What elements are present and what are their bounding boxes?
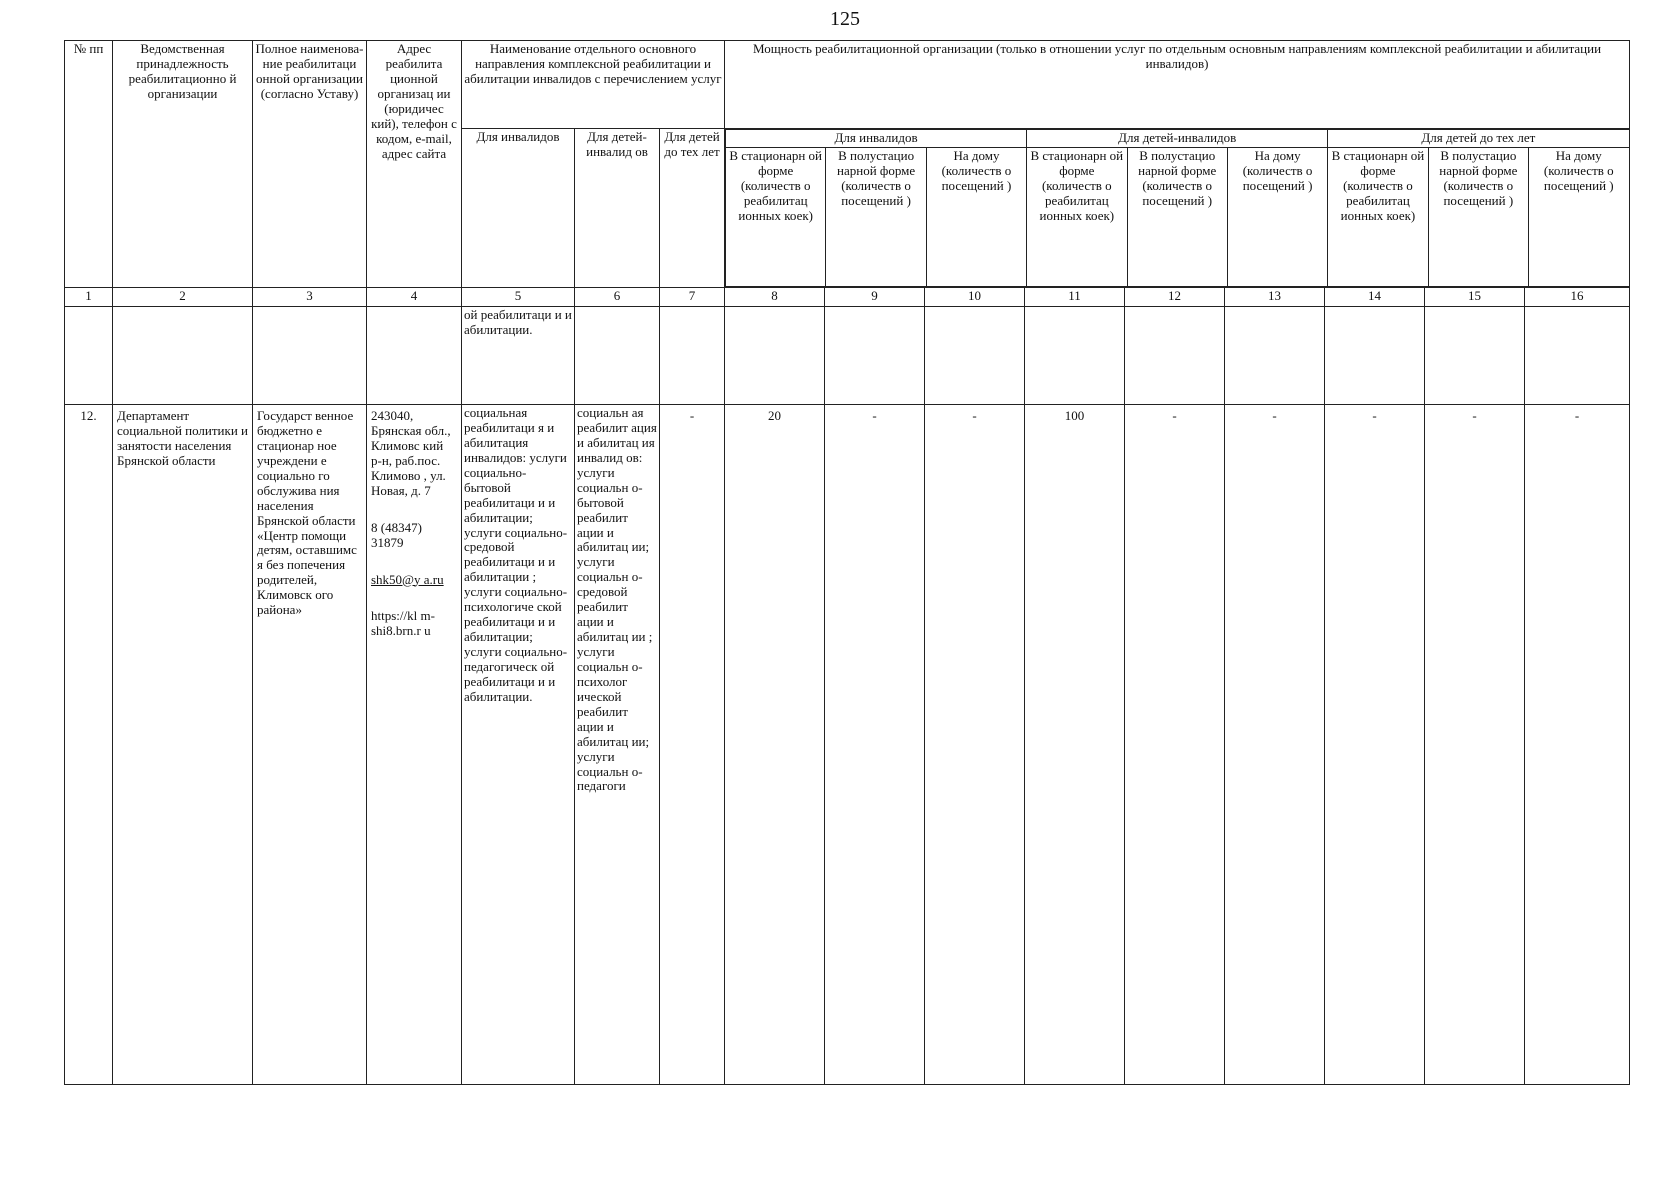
rehab-organizations-table [64, 40, 1630, 1085]
header-semistationary-children-3: В полустацио нарной форме (количеств о посещений ) [1428, 148, 1528, 287]
column-number: 2 [113, 288, 253, 307]
row-address-cell [367, 405, 462, 1085]
header-services-disabled: Для инвалидов [462, 129, 575, 288]
subheader-children-disabled: Для детей-инвалидов [1027, 130, 1328, 148]
row-department: Департамент социальной политики и занятости населения Брянской области [113, 405, 253, 1085]
row-col13: - [1225, 405, 1325, 1085]
column-number: 4 [367, 288, 462, 307]
column-number: 11 [1025, 288, 1125, 307]
row-email-link[interactable]: shk50@y a.ru [371, 571, 444, 587]
continuation-row [65, 307, 1630, 405]
header-services-children-disabled: Для детей-инвалид ов [575, 129, 660, 288]
column-number: 5 [462, 288, 575, 307]
column-number: 3 [253, 288, 367, 307]
column-number: 12 [1125, 288, 1225, 307]
column-number: 10 [925, 288, 1025, 307]
column-number: 15 [1425, 288, 1525, 307]
header-home-disabled: На дому (количеств о посещений ) [926, 148, 1026, 287]
capacity-subheaders [725, 129, 1630, 288]
header-stationary-children-3: В стационарн ой форме (количеств о реабилитац ионных коек) [1328, 148, 1428, 287]
row-col10: - [925, 405, 1025, 1085]
row-services-children: социальн ая реабилит ация и абилитац ия инвалид ов: услуги социальн о-бытовой реабилит ации и абилитац ии; услуги социальн о-средовой реабилит ации и абилитац ии ; услуги социальн о-психолог ической реабилит ации и абилитац ии; услуги социальн о-педагоги [575, 405, 660, 1085]
row-org-name: Государст венное бюджетно е стационар ное учреждени е социально го обслужива ния населения Брянской области «Центр помощи детям, оставшимс я без попечения родителей, Климовск ого района» [253, 405, 367, 1085]
column-number: 7 [660, 288, 725, 307]
header-stationary-children: В стационарн ой форме (количеств о реабилитац ионных коек) [1027, 148, 1127, 287]
row-col15: - [1425, 405, 1525, 1085]
row-services-disabled: социальная реабилитаци я и абилитация инвалидов: услуги социально-бытовой реабилитаци и и абилитации; услуги социально-средовой реабилитаци и и абилитации ; услуги социально-психологиче ской реабилитаци и и абилитации; услуги социально-педагогическ ой реабилитаци и и абилитации. [462, 405, 575, 1085]
header-home-children: На дому (количеств о посещений ) [1227, 148, 1327, 287]
table-row [65, 405, 1630, 1085]
column-number: 8 [725, 288, 825, 307]
column-number: 14 [1325, 288, 1425, 307]
page-number: 125 [830, 8, 860, 30]
header-capacity-group: Мощность реабилитационной организации (только в отношении услуг по отдельным основным направлениям комплексной реабилитации и абилитации инвалидов) [725, 41, 1630, 129]
header-org-name: Полное наименова-ние реабилитаци онной организации (согласно Уставу) [253, 41, 367, 288]
row-site: https://kl m-shi8.brn.r u [371, 608, 435, 639]
column-number: 16 [1525, 288, 1630, 307]
column-number: 6 [575, 288, 660, 307]
row-number: 12. [65, 405, 113, 1085]
header-services-group: Наименование отдельного основного направления комплексной реабилитации и абилитации инвалидов с перечислением услуг [462, 41, 725, 129]
header-semistationary-children: В полустацио нарной форме (количеств о посещений ) [1127, 148, 1227, 287]
column-number-row [65, 288, 1630, 307]
header-number: № пп [65, 41, 113, 288]
subheader-children-3: Для детей до тех лет [1328, 130, 1629, 148]
header-services-children-3: Для детей до тех лет [660, 129, 725, 288]
header-home-children-3: На дому (количеств о посещений ) [1529, 148, 1630, 287]
continuation-services-text: ой реабилитаци и и абилитации. [462, 307, 575, 405]
row-col14: - [1325, 405, 1425, 1085]
row-col16: - [1525, 405, 1630, 1085]
header-semistationary-disabled: В полустацио нарной форме (количеств о посещений ) [826, 148, 926, 287]
header-stationary-disabled: В стационарн ой форме (количеств о реабилитац ионных коек) [726, 148, 826, 287]
column-number: 13 [1225, 288, 1325, 307]
row-address: 243040, Брянская обл., Климовс кий р-н, раб.пос. Климово , ул. Новая, д. 7 [371, 408, 451, 498]
row-col7: - [660, 405, 725, 1085]
row-phone: 8 (48347) 31879 [371, 519, 422, 550]
header-address: Адрес реабилита ционной организац ии (юридичес кий), телефон с кодом, e-mail, адрес сайта [367, 41, 462, 288]
subheader-disabled: Для инвалидов [726, 130, 1027, 148]
header-department: Ведомственная принадлежность реабилитационно й организации [113, 41, 253, 288]
row-col9: - [825, 405, 925, 1085]
row-col12: - [1125, 405, 1225, 1085]
row-col11: 100 [1025, 405, 1125, 1085]
row-col8: 20 [725, 405, 825, 1085]
column-number: 9 [825, 288, 925, 307]
column-number: 1 [65, 288, 113, 307]
